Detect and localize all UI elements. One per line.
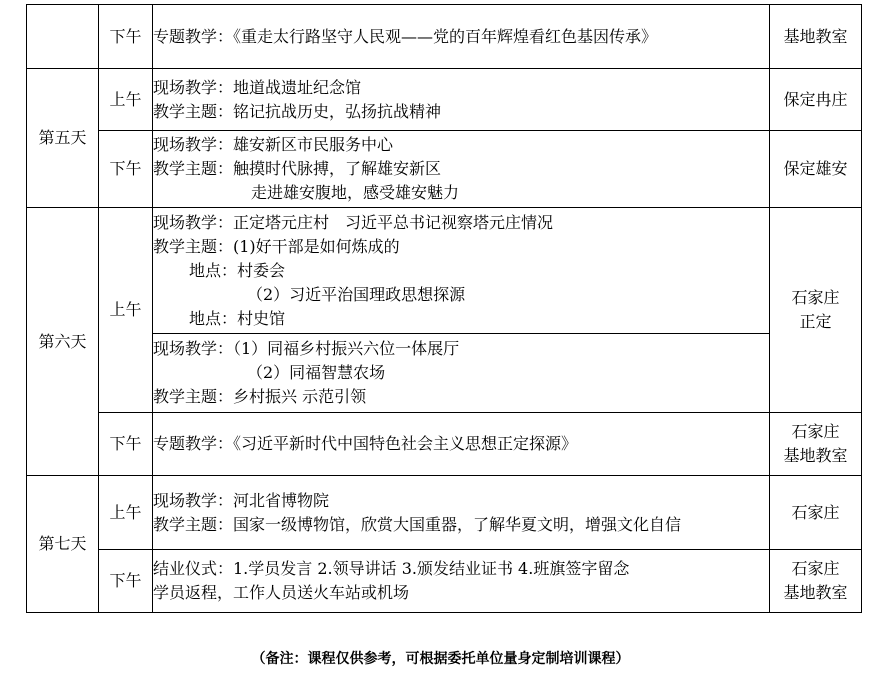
- period-cell: 下午: [99, 550, 153, 613]
- schedule-table: [26, 4, 862, 613]
- content-line: （2）同福智慧农场: [247, 363, 386, 382]
- table-row: [27, 476, 862, 550]
- content-line: 专题教学：《重走太行路坚守人民观——党的百年辉煌看红色基因传承》: [153, 26, 658, 46]
- content-cell: [153, 413, 770, 476]
- content-line: 专题教学：《习近平新时代中国特色社会主义思想正定探源》: [153, 434, 578, 453]
- footer-note: （备注：课程仅供参考，可根据委托单位量身定制培训课程）: [251, 651, 630, 667]
- content-line: （2）习近平治国理政思想探源: [247, 284, 466, 304]
- day-cell: 第五天: [27, 69, 99, 208]
- place-cell: [770, 131, 862, 208]
- content-cell: [153, 208, 770, 334]
- content-cell: [153, 334, 770, 413]
- day-cell: 第七天: [27, 476, 99, 613]
- place-line: 正定: [799, 312, 832, 331]
- place-cell: [770, 476, 862, 550]
- content-cell: [153, 476, 770, 550]
- content-cell: [153, 550, 770, 613]
- place-cell: [770, 208, 862, 413]
- content-line: 教学主题：触摸时代脉搏，了解雄安新区: [153, 159, 442, 178]
- table-row: [27, 208, 862, 334]
- place-line: 保定冉庄: [783, 89, 848, 109]
- place-line: 基地教室: [783, 583, 848, 602]
- content-line: 教学主题：国家一级博物馆，欣赏大国重器，了解华夏文明，增强文化自信: [153, 514, 682, 534]
- period-cell: 下午: [99, 131, 153, 208]
- place-line: 石家庄: [791, 422, 840, 441]
- period-cell: 下午: [99, 413, 153, 476]
- content-cell: [153, 131, 770, 208]
- place-line: 石家庄: [791, 288, 840, 307]
- place-line: 石家庄: [791, 502, 840, 522]
- place-cell: [770, 5, 862, 69]
- place-cell: [770, 69, 862, 131]
- place-line: 基地教室: [783, 446, 848, 465]
- place-line: 保定雄安: [783, 159, 848, 178]
- period-cell: 上午: [99, 208, 153, 413]
- place-cell: [770, 550, 862, 613]
- place-line: 石家庄: [791, 559, 840, 578]
- content-cell: [153, 5, 770, 69]
- content-line: 学员返程，工作人员送火车站或机场: [153, 583, 410, 602]
- content-line: 现场教学：雄安新区市民服务中心: [153, 135, 394, 154]
- content-line: 走进雄安腹地，感受雄安魅力: [251, 183, 460, 202]
- table-row: [27, 334, 862, 413]
- content-line: 现场教学：地道战遗址纪念馆: [153, 77, 362, 97]
- period-cell: 下午: [99, 5, 153, 69]
- period-cell: 上午: [99, 476, 153, 550]
- place-line: 基地教室: [783, 26, 848, 46]
- day-cell: 第六天: [27, 208, 99, 476]
- content-line: 教学主题：(1)好干部是如何炼成的: [153, 236, 400, 256]
- table-row: [27, 5, 862, 69]
- content-line: 教学主题：乡村振兴 示范引领: [153, 387, 367, 406]
- content-line: 地点：村史馆: [189, 308, 286, 328]
- content-line: 现场教学：（1）同福乡村振兴六位一体展厅: [153, 339, 460, 358]
- content-line: 地点：村委会: [189, 260, 286, 280]
- place-cell: [770, 413, 862, 476]
- table-row: [27, 69, 862, 131]
- day-cell: [27, 5, 99, 69]
- period-cell: 上午: [99, 69, 153, 131]
- content-line: 教学主题：铭记抗战历史，弘扬抗战精神: [153, 101, 442, 121]
- table-row: [27, 131, 862, 208]
- table-row: [27, 413, 862, 476]
- content-line: 现场教学：河北省博物院: [153, 490, 330, 510]
- table-row: [27, 550, 862, 613]
- content-line: 现场教学：正定塔元庄村 习近平总书记视察塔元庄情况: [153, 212, 554, 232]
- content-cell: [153, 69, 770, 131]
- content-line: 结业仪式：1.学员发言 2.领导讲话 3.颁发结业证书 4.班旗签字留念: [153, 559, 630, 578]
